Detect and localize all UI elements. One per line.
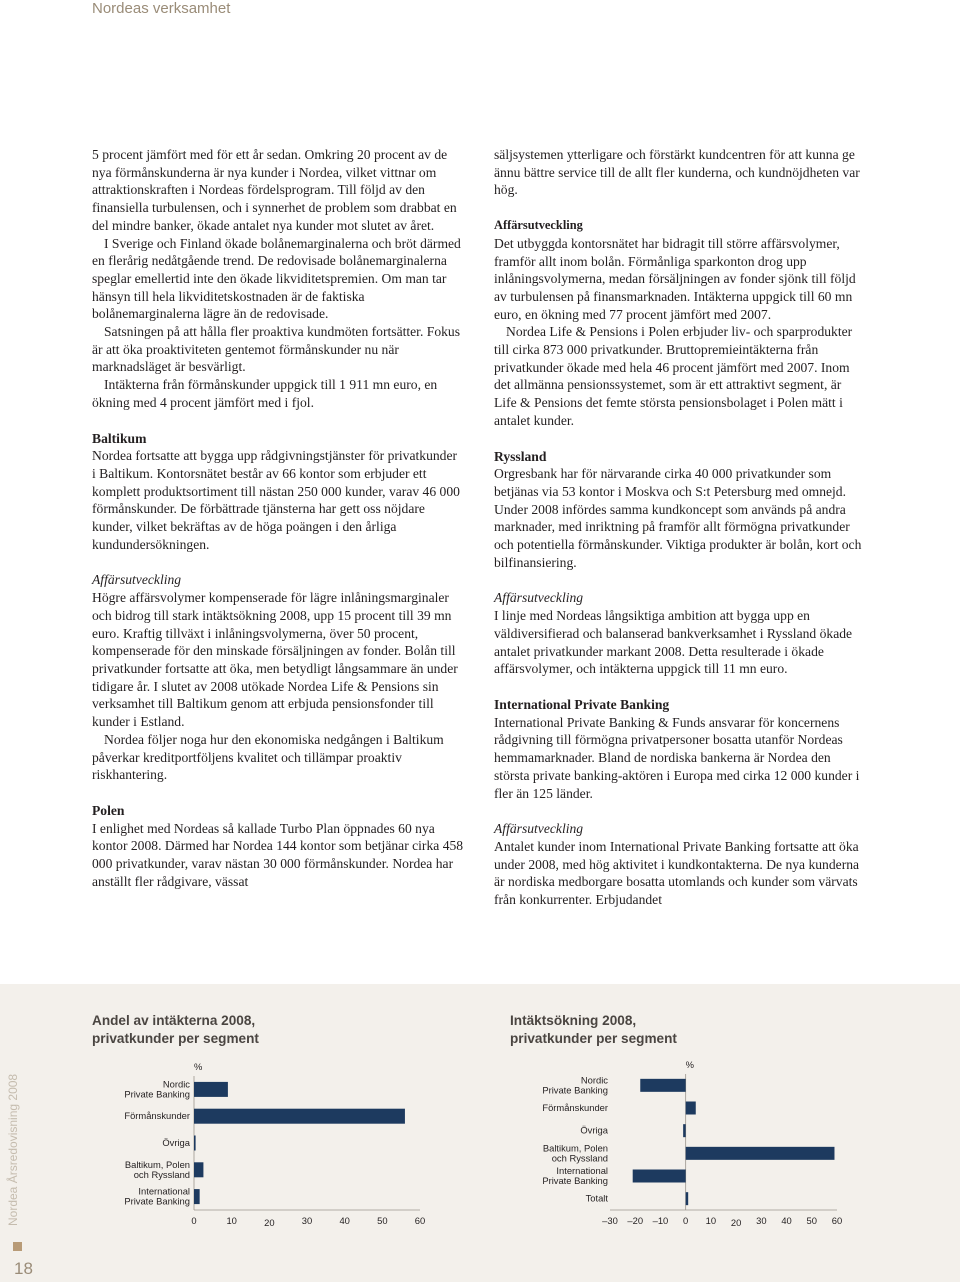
bar [194,1136,196,1151]
subheading-affarsutveckling: Affärsutveckling [494,590,584,606]
paragraph: Det utbyggda kontorsnätet har bidragit till större affärsvolymer, framför allt inom bolån. Förmånliga sparkonton drog upp inlåningsvolymerna, medan försäljningen av fonder sjönk till följd av turbulensen på finansmarknaden. Intäkterna uppgick till 60 mn euro, en ökning med 77 procent jämfört med 2007. [494,235,856,322]
category-label: International [138,1185,190,1197]
bar [686,1192,689,1205]
left-text-column [92,146,464,890]
chart-subtitle-line: privatkunder per segment [510,1031,677,1046]
chart-income-growth [510,1012,860,1232]
category-label: Private Banking [542,1175,608,1186]
x-tick-label: 60 [414,1215,426,1226]
category-label: och Ryssland [551,1152,608,1164]
bar [194,1189,200,1204]
x-tick-label: 10 [705,1215,717,1226]
category-label: Totalt [585,1192,608,1204]
section-heading-polen: Polen [92,802,125,818]
x-tick-label: –20 [627,1215,644,1226]
bar [194,1162,203,1177]
running-head: Nordeas verksamhet [92,0,231,17]
chart-subtitle-line: privatkunder per segment [92,1031,259,1046]
paragraph: 5 procent jämfört med för ett år sedan. Omkring 20 procent av de nya förmånskunderna är nya kunder i Nordea, vilket vittnar om attraktionskraften i Nordeas fördelsprogram. Till följd av den finansiella turbulensen, och i synnerhet de problem som drabbat en del mindre banker, ökade antalet nya kunder mot slutet av året. [92,147,457,233]
category-label: Private Banking [124,1088,190,1100]
paragraph: Högre affärsvolymer kompenserade för lägre inlåningsmarginaler och bidrog till stark intäktsökning 2008, upp 15 procent till 39 mn euro. Kraftig tillväxt i inlåningsvolymerna, över 50 procent, kompenserade för den minskade försäljningen av fonder. Bolån till privatkunder fortsatte att öka, men betydligt långsammare än under tidigare år. I slutet av 2008 utökade Nordea Life & Pensions sin verksamhet till Baltikum genom att erbjuda pensionsfonder till kunder i Estland. [92,590,458,730]
x-tick-label: 0 [683,1215,689,1226]
category-label: Övriga [162,1137,190,1148]
category-label: Övriga [580,1124,608,1136]
category-label: Baltikum, Polen [124,1158,190,1170]
x-tick-label: 30 [301,1215,313,1226]
x-tick-label: 50 [806,1215,817,1226]
bar [683,1124,686,1137]
subheading-affarsutveckling: Affärsutveckling [92,572,182,588]
page-number: 18 [14,1259,33,1278]
x-tick-label: 20 [264,1217,275,1228]
category-label: Private Banking [124,1195,190,1207]
bar [194,1109,405,1124]
chart-title-line: Intäktsökning 2008, [510,1013,637,1028]
x-tick-label: 60 [831,1215,843,1226]
bar [633,1170,686,1183]
paragraph: Antalet kunder inom International Private Banking fortsatte att öka under 2008, med hög aktivitet i kundkontakterna. De nya kunderna är nordiska medborgare bosatta utomlands och kunder som värvats från konkurrenter. Erbjudandet [494,838,860,908]
category-label: Nordic [580,1074,608,1086]
bar [686,1147,835,1160]
x-tick-label: –30 [602,1215,618,1226]
axis-unit-label: % [194,1061,203,1072]
category-label: International [556,1165,608,1176]
paragraph: I Sverige och Finland ökade bolånemarginalerna och bröt därmed en flerårig nedåtgående trend. De redovisade bolånemarginalerna speglar emellertid inte den ökade likviditetspremien. Om man tar hänsyn till hela likviditetskostnaden är de faktiska bolånemarginalerna lägre än de redovisade. [92,235,461,322]
subheading-affarsutveckling: Affärsutveckling [494,218,583,233]
x-tick-label: 20 [730,1217,742,1228]
x-tick-label: 30 [756,1215,767,1226]
x-tick-label: –10 [652,1215,669,1226]
paragraph: Satsningen på att hålla fler proaktiva kundmöten fortsätter. Fokus är att öka proaktiviteten gentemot förmånskunder nu när marknadsläget är besvärligt. [92,324,460,375]
subheading-affarsutveckling: Affärsutveckling [494,821,584,837]
chart-share-of-income [92,1012,452,1232]
bar [686,1102,696,1115]
section-heading-ipb: International Private Banking [494,696,670,712]
bar [640,1079,685,1092]
category-label: Baltikum, Polen [542,1142,608,1154]
paragraph: Nordea följer noga hur den ekonomiska nedgången i Baltikum påverkar kreditportföljens kvalitet och tillämpar proaktiv riskhantering. [92,731,444,783]
category-label: Private Banking [542,1084,608,1096]
bar [194,1082,228,1097]
x-tick-label: 50 [377,1215,388,1226]
paragraph: International Private Banking & Funds ansvarar för koncernens rådgivning till förmögna privatpersoner bosatta utanför Nordeas hemmamarknader. Bland de nordiska bankerna är Nordea den största private banking-aktören i Europa med cirka 12 000 kunder i fler än 125 länder. [494,714,860,801]
category-label: Nordic [162,1078,190,1090]
paragraph: I enlighet med Nordeas så kallade Turbo Plan öppnades 60 nya kontor 2008. Därmed har Nordea 144 kontor som betjänar cirka 458 000 privatkunder, varav nästan 30 000 förmånskunder. Nordea har anställt fler rådgivare, vässat [92,820,464,889]
section-heading-ryssland: Ryssland [494,448,547,464]
x-tick-label: 40 [781,1215,792,1226]
paragraph: Orgresbank har för närvarande cirka 40 000 privatkunder som betjänas via 53 kontor i Moskva och S:t Petersburg med omnejd. Under 2008 infördes samma kundkoncept som används på andra marknader, med inriktning på framför allt förmögna privatkunder och potentiella förmånskunder. Viktiga produkter är bolån, kort och bilfinansiering. [494,466,862,570]
x-tick-label: 10 [226,1215,237,1226]
x-tick-label: 40 [339,1215,350,1226]
paragraph: säljsystemen ytterligare och förstärkt kundcentren för att kunna ge ännu bättre service till de allt fler kunderna, och kundnöjdheten var hög. [494,147,860,198]
right-text-column [494,146,866,909]
accent-square [13,1242,22,1251]
vertical-report-title: Nordea Årsredovisning 2008 [6,1073,20,1226]
category-label: och Ryssland [133,1168,190,1180]
chart-svg [92,1012,452,1232]
category-label: Förmånskunder [124,1110,190,1122]
chart-title-line: Andel av intäkterna 2008, [92,1013,256,1028]
category-label: Förmånskunder [542,1102,608,1113]
paragraph: Nordea Life & Pensions i Polen erbjuder liv- och sparprodukter till cirka 873 000 privatkunder. Bruttopremieintäkterna från privatkunder ökade med hela 46 procent jämfört med 2007. Inom det allmänna pensionssystemet, som är ett attraktivt segment, är Life & Pensions det femte största pensionsbolaget i Polen mätt i antalet kunder. [494,324,853,428]
chart-svg [510,1012,860,1232]
x-tick-label: 0 [191,1215,197,1226]
paragraph: Nordea fortsatte att bygga upp rådgivningstjänster för privatkunder i Baltikum. Kontorsnätet består av 66 kontor som erbjuder ett komplett produktsortiment till nästan 250 000 kunder, varav 46 000 förmånskunder. De förbättrade tjänsterna har gett oss nöjdare kunder, vilket bekräftas av de höga poängen i den årliga kundundersökningen. [92,448,460,552]
section-heading-baltikum: Baltikum [92,430,147,446]
axis-unit-label: % [685,1059,695,1070]
paragraph: I linje med Nordeas långsiktiga ambition att bygga upp en väldiversifierad och balanserad bankverksamhet i Ryssland ökade antalet privatkunder markant 2008. Detta resulterade i ökade affärsvolymer, och intäkterna uppgick till 11 mn euro. [494,608,853,677]
paragraph: Intäkterna från förmånskunder uppgick till 1 911 mn euro, en ökning med 4 procent jämfört med i fjol. [92,377,438,410]
